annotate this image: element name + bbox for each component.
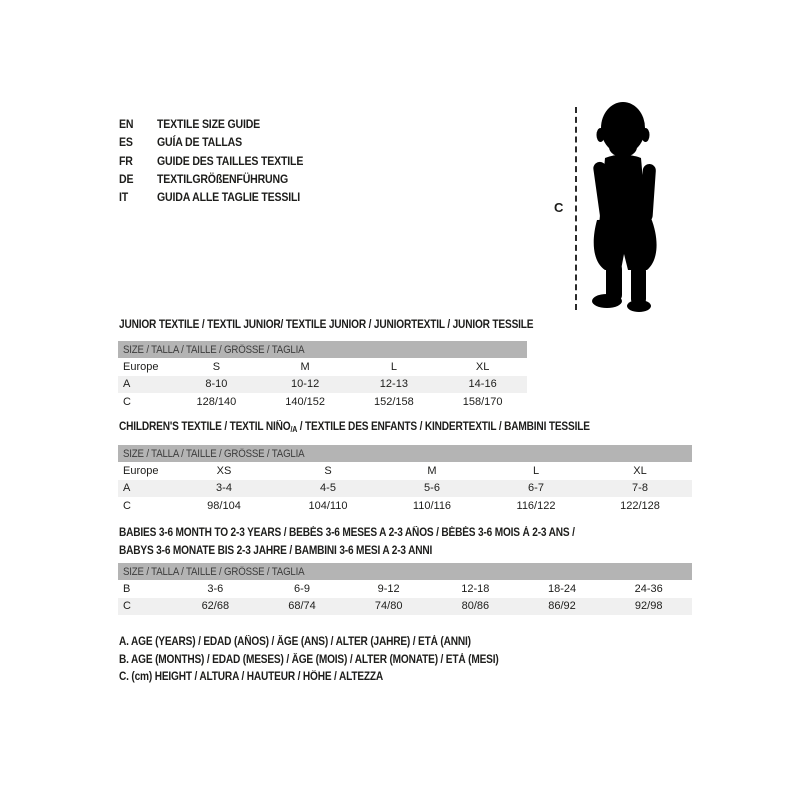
row-label: Europe	[123, 360, 159, 373]
size-header-label: SIZE / TALLA / TAILLE / GRÖSSE / TAGLIA	[123, 447, 305, 460]
row-label: A	[123, 482, 131, 495]
size-cell: 128/140	[196, 395, 237, 408]
size-header-label: SIZE / TALLA / TAILLE / GRÖSSE / TAGLIA	[123, 343, 305, 356]
junior-section-title: JUNIOR TEXTILE / TEXTIL JUNIOR/ TEXTILE JUNIOR / JUNIORTEXTIL / JUNIOR TESSILE	[119, 319, 534, 331]
table-row	[118, 393, 527, 411]
language-label: TEXTILGRÖßENFÜHRUNG	[157, 172, 289, 187]
language-row-es	[119, 133, 323, 151]
row-label: Europe	[123, 464, 159, 477]
size-cell: 18-24	[547, 582, 577, 595]
size-cell: 158/170	[462, 395, 503, 408]
size-header-bar	[118, 341, 527, 358]
legend-note-c: C. (cm) HEIGHT / ALTURA / HAUTEUR / HÖHE / ALTEZZA	[119, 671, 384, 683]
children-size-table	[118, 445, 692, 515]
babies-title-line2: BABYS 3-6 MONATE BIS 2-3 JAHRE / BAMBINI 3-6 MESI A 2-3 ANNI	[119, 544, 433, 557]
size-cell: L	[390, 360, 397, 373]
size-cell: 6-9	[294, 582, 310, 595]
row-label: B	[123, 582, 131, 595]
size-cell: 3-6	[207, 582, 224, 595]
language-row-de	[119, 170, 323, 188]
size-cell: XS	[216, 464, 232, 477]
size-cell: 68/74	[288, 600, 316, 613]
size-cell: 12-13	[379, 378, 408, 391]
size-cell: 116/122	[516, 499, 556, 512]
language-code: FR	[119, 153, 133, 168]
size-cell: 6-7	[528, 482, 544, 495]
language-code: EN	[119, 117, 134, 132]
size-cell: 62/68	[201, 600, 230, 613]
size-cell: S	[212, 360, 221, 373]
table-row	[118, 376, 527, 394]
size-cell: S	[324, 464, 332, 477]
size-header-label: SIZE / TALLA / TAILLE / GRÖSSE / TAGLIA	[123, 565, 305, 578]
children-section-title	[119, 419, 590, 439]
table-row	[118, 480, 692, 498]
size-cell: 86/92	[548, 600, 576, 613]
table-row	[118, 598, 692, 616]
legend-notes	[119, 636, 550, 689]
size-cell: L	[532, 464, 540, 477]
size-cell: 80/86	[461, 600, 490, 613]
height-measure-label: C	[554, 200, 564, 215]
row-label: C	[123, 499, 131, 512]
children-title-sub: /A	[290, 425, 298, 434]
language-list	[119, 115, 323, 206]
language-label: TEXTILE SIZE GUIDE	[157, 117, 261, 132]
size-cell: 10-12	[291, 378, 320, 391]
height-measure-line	[575, 107, 577, 310]
size-cell: 9-12	[377, 582, 400, 595]
junior-size-table	[118, 341, 527, 411]
babies-title-line1: BABIES 3-6 MONTH TO 2-3 YEARS / BEBÉS 3-6 MESES A 2-3 AÑOS / BÉBÉS 3-6 MOIS À 2-3 ANS /	[119, 527, 575, 539]
table-row	[118, 358, 527, 376]
size-cell: 140/152	[285, 395, 325, 408]
language-row-it	[119, 188, 323, 206]
table-row	[118, 462, 692, 480]
language-row-fr	[119, 152, 323, 170]
language-row-en	[119, 115, 323, 133]
size-cell: 98/104	[207, 499, 241, 512]
size-header-bar	[118, 563, 692, 580]
language-label: GUIDE DES TAILLES TEXTILE	[157, 153, 304, 168]
size-cell: XL	[633, 464, 647, 477]
table-row	[118, 497, 692, 515]
language-code: IT	[119, 190, 129, 205]
legend-note-b: B. AGE (MONTHS) / EDAD (MESES) / ÂGE (MOIS) / ALTER (MONATE) / ETÀ (MESI)	[119, 653, 499, 666]
table-row	[118, 580, 692, 598]
language-code: ES	[119, 135, 133, 150]
row-label: C	[123, 395, 131, 408]
size-cell: 8-10	[205, 378, 228, 391]
size-cell: M	[427, 464, 437, 477]
row-label: A	[123, 378, 131, 391]
size-cell: 14-16	[468, 378, 497, 391]
size-cell: 92/98	[634, 600, 663, 613]
language-code: DE	[119, 172, 134, 187]
size-cell: 104/110	[308, 499, 348, 512]
legend-note-a: A. AGE (YEARS) / EDAD (AÑOS) / ÂGE (ANS) / ALTER (JAHRE) / ETÀ (ANNI)	[119, 636, 471, 648]
children-title-pre: CHILDREN'S TEXTILE / TEXTIL NIÑO	[119, 421, 291, 433]
size-cell: 110/116	[412, 499, 452, 512]
size-cell: 4-5	[320, 482, 336, 495]
size-cell: 12-18	[461, 582, 490, 595]
size-cell: M	[300, 360, 310, 373]
size-cell: 7-8	[632, 482, 648, 495]
row-label: C	[123, 600, 131, 613]
size-cell: 24-36	[634, 582, 663, 595]
babies-section-title	[119, 525, 637, 560]
children-title-post: / TEXTILE DES ENFANTS / KINDERTEXTIL / BAMBINI TESSILE	[297, 421, 590, 433]
language-label: GUIDA ALLE TAGLIE TESSILI	[157, 190, 301, 205]
babies-size-table	[118, 563, 692, 615]
language-label: GUÍA DE TALLAS	[157, 135, 242, 150]
size-cell: 152/158	[373, 395, 414, 408]
size-cell: 3-4	[216, 482, 232, 495]
toddler-silhouette	[583, 100, 678, 312]
size-cell: XL	[475, 360, 490, 373]
size-cell: 5-6	[424, 482, 440, 495]
size-cell: 74/80	[374, 600, 403, 613]
size-header-bar	[118, 445, 692, 462]
size-cell: 122/128	[620, 499, 660, 512]
